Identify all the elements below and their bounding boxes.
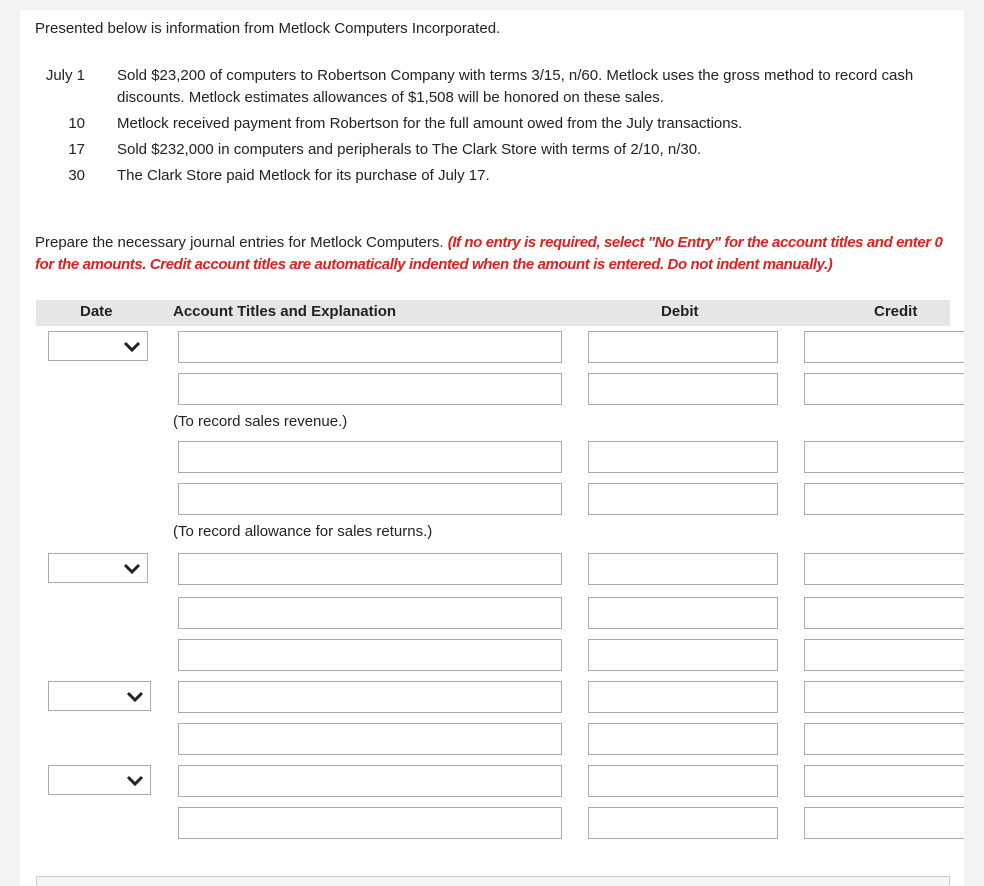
transaction-text: The Clark Store paid Metlock for its purchase of July 17.	[117, 167, 490, 184]
date-select[interactable]	[48, 681, 151, 711]
credit-input[interactable]	[804, 331, 964, 363]
problem-card	[20, 10, 964, 886]
debit-input[interactable]	[588, 639, 778, 671]
header-credit: Credit	[874, 303, 918, 320]
account-title-input[interactable]	[178, 597, 562, 629]
debit-input[interactable]	[588, 681, 778, 713]
transaction-date: 10	[68, 115, 85, 132]
instructions-note: (If no entry is required, select "No Entry" for the account titles and enter 0 for the amounts. Credit account titles are automatically indented when the amount is entered. Do not indent manually.)	[35, 234, 943, 273]
instructions	[35, 232, 950, 276]
account-title-input[interactable]	[178, 681, 562, 713]
chevron-down-icon	[126, 775, 144, 787]
transaction-text: Metlock received payment from Robertson for the full amount owed from the July transactions.	[117, 115, 743, 132]
debit-input[interactable]	[588, 723, 778, 755]
debit-input[interactable]	[588, 331, 778, 363]
credit-input[interactable]	[804, 639, 964, 671]
chevron-down-icon	[123, 563, 141, 575]
account-title-input[interactable]	[178, 639, 562, 671]
next-section-panel	[36, 876, 950, 886]
debit-input[interactable]	[588, 765, 778, 797]
credit-input[interactable]	[804, 483, 964, 515]
transaction-text: Sold $23,200 of computers to Robertson Company with terms 3/15, n/60. Metlock uses the gross method to record cash discounts. Metlock estimates allowances of $1,508 will be honored on these sales.	[117, 67, 914, 106]
instructions-main: Prepare the necessary journal entries for Metlock Computers.	[35, 234, 448, 251]
transaction-date: 17	[68, 141, 85, 158]
entry-explanation: (To record sales revenue.)	[173, 413, 348, 430]
entry-explanation: (To record allowance for sales returns.)	[173, 523, 433, 540]
debit-input[interactable]	[588, 597, 778, 629]
account-title-input[interactable]	[178, 373, 562, 405]
header-account: Account Titles and Explanation	[173, 303, 397, 320]
credit-input[interactable]	[804, 597, 964, 629]
credit-input[interactable]	[804, 765, 964, 797]
header-date: Date	[80, 303, 113, 320]
header-debit: Debit	[661, 303, 699, 320]
debit-input[interactable]	[588, 807, 778, 839]
account-title-input[interactable]	[178, 553, 562, 585]
chevron-down-icon	[123, 341, 141, 353]
transaction-date: July 1	[45, 67, 85, 84]
credit-input[interactable]	[804, 681, 964, 713]
account-title-input[interactable]	[178, 807, 562, 839]
date-select[interactable]	[48, 765, 151, 795]
account-title-input[interactable]	[178, 483, 562, 515]
date-select[interactable]	[48, 331, 148, 361]
transaction-date: 30	[68, 167, 85, 184]
credit-input[interactable]	[804, 723, 964, 755]
debit-input[interactable]	[588, 441, 778, 473]
account-title-input[interactable]	[178, 331, 562, 363]
credit-input[interactable]	[804, 807, 964, 839]
debit-input[interactable]	[588, 553, 778, 585]
credit-input[interactable]	[804, 553, 964, 585]
journal-table-header	[36, 300, 950, 326]
chevron-down-icon	[126, 691, 144, 703]
account-title-input[interactable]	[178, 723, 562, 755]
debit-input[interactable]	[588, 483, 778, 515]
account-title-input[interactable]	[178, 765, 562, 797]
intro-text: Presented below is information from Metlock Computers Incorporated.	[35, 20, 501, 37]
credit-input[interactable]	[804, 441, 964, 473]
account-title-input[interactable]	[178, 441, 562, 473]
date-select[interactable]	[48, 553, 148, 583]
debit-input[interactable]	[588, 373, 778, 405]
credit-input[interactable]	[804, 373, 964, 405]
transaction-text: Sold $232,000 in computers and peripherals to The Clark Store with terms of 2/10, n/30.	[117, 141, 702, 158]
